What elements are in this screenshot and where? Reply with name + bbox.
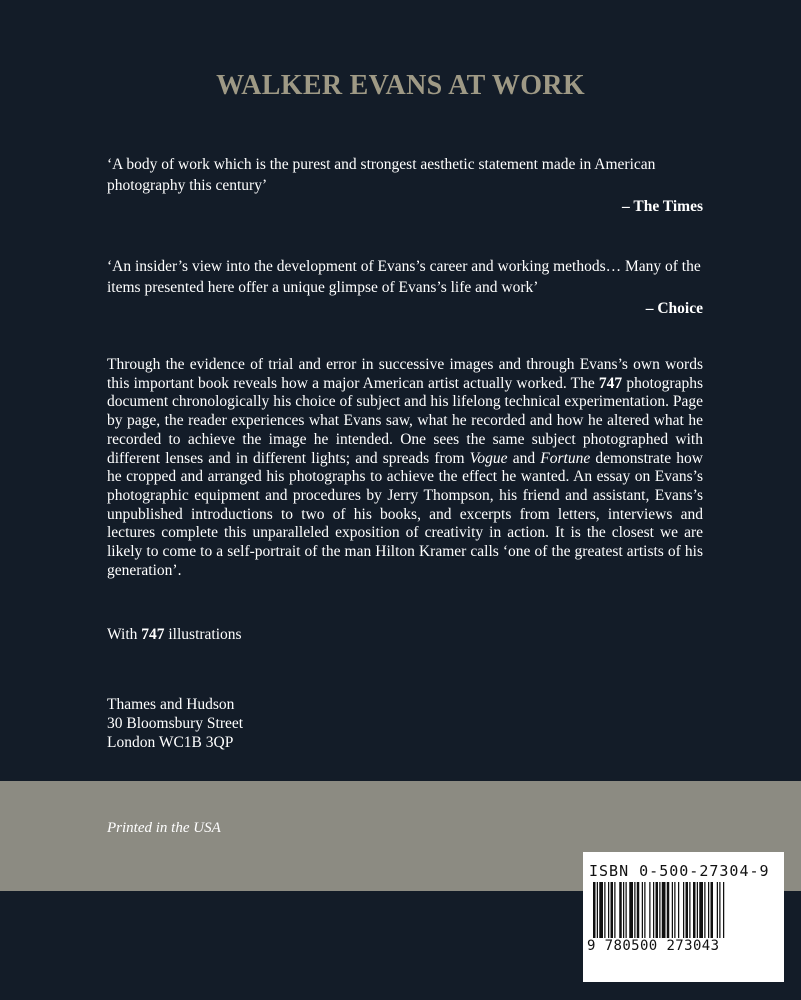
barcode-bar [642,882,643,938]
quote-text: ‘A body of work which is the purest and strongest aesthetic statement made in American photography this century’ [107,156,656,194]
description-text: demonstrate how he cropped and arranged his photographs to achieve the effect he wanted. An essay on Evans’s photographic equipment and procedures by Jerry Thompson, his friend and assistant, Evans’s unpublished introductions to two of his books, and excerpts from letters, interviews and lectures complete this unparalleled exposition of creativity in action. It is the closest we are likely to come to a self-portrait of the man Hilton Kramer calls ‘one of the greatest artists of his generation’. [107,449,703,579]
illustration-suffix: illustrations [164,626,242,643]
book-description [107,356,703,580]
barcode-bar [711,882,714,938]
review-quote-times [107,154,703,217]
illustration-prefix: With [107,626,142,643]
barcode-bar [619,882,622,938]
magazine-title: Vogue [469,449,508,467]
quote-attribution: – The Times [622,198,703,215]
description-text: and [507,449,541,467]
barcode-bar [662,882,666,938]
barcode-bar [708,882,709,938]
barcode-bar [683,882,684,938]
barcode-bar [659,882,660,938]
quote-text: ‘An insider’s view into the development of Evans’s career and working methods… Many of the items presented here offer a unique glimpse of Evans’s life and work’ [107,258,701,296]
photo-count: 747 [598,374,623,392]
barcode-bar [593,882,596,938]
illustration-number: 747 [141,626,165,643]
barcode-bar [723,882,724,938]
description-text: photographs document chronologically his choice of subject and his lifelong technical experimentation. Page by page, the reader experiences what Evans saw, what he recorded and how he altered what he recorded to achieve the image he intended. One sees the same subject photographed with different lenses and in different lights; and spreads from [107,374,703,467]
barcode-bar [678,882,679,938]
review-quote-choice [107,256,703,319]
barcode-bar [626,882,627,938]
illustration-count [107,626,242,644]
publisher-street: 30 Bloomsbury Street [107,715,244,732]
barcode-bar [693,882,696,938]
quote-attribution: – Choice [645,300,703,317]
barcode-bar [699,882,703,938]
printed-in-note: Printed in the USA [107,820,221,836]
barcode-bar [717,882,718,938]
isbn-barcode-label [583,852,784,982]
barcode-bar [604,882,605,938]
barcode-bar [719,882,720,938]
barcode-bar [599,882,603,938]
barcode-bar [629,882,633,938]
barcode-bar [653,882,654,938]
barcode-bar [597,882,598,938]
barcode-bar [623,882,624,938]
publisher-city: London WC1B 3QP [107,734,234,751]
magazine-title: Fortune [540,449,591,467]
barcode-bar [644,882,645,938]
description-text: Through the evidence of trial and error in successive images and through Evans’s own words this important book reveals how a major American artist actually worked. The [107,356,703,392]
isbn-number: ISBN 0-500-27304-9 [589,862,770,880]
barcode-bar [637,882,640,938]
barcode-bar [656,882,659,938]
barcode-bar [689,882,690,938]
barcode-bar [611,882,614,938]
barcode-bar [634,882,635,938]
publisher-name: Thames and Hudson [107,696,235,713]
barcode-bar [614,882,615,938]
barcode-bar [649,882,650,938]
barcode-bar [667,882,670,938]
barcode-bar [608,882,609,938]
barcode [589,882,779,938]
barcode-digits: 9 780500 273043 [587,938,720,954]
barcode-bar [686,882,689,938]
barcode-bar [697,882,698,938]
book-title: WALKER EVANS AT WORK [216,70,585,101]
publisher-address [107,695,243,752]
barcode-bar [674,882,675,938]
barcode-bar [672,882,673,938]
barcode-bar [704,882,705,938]
